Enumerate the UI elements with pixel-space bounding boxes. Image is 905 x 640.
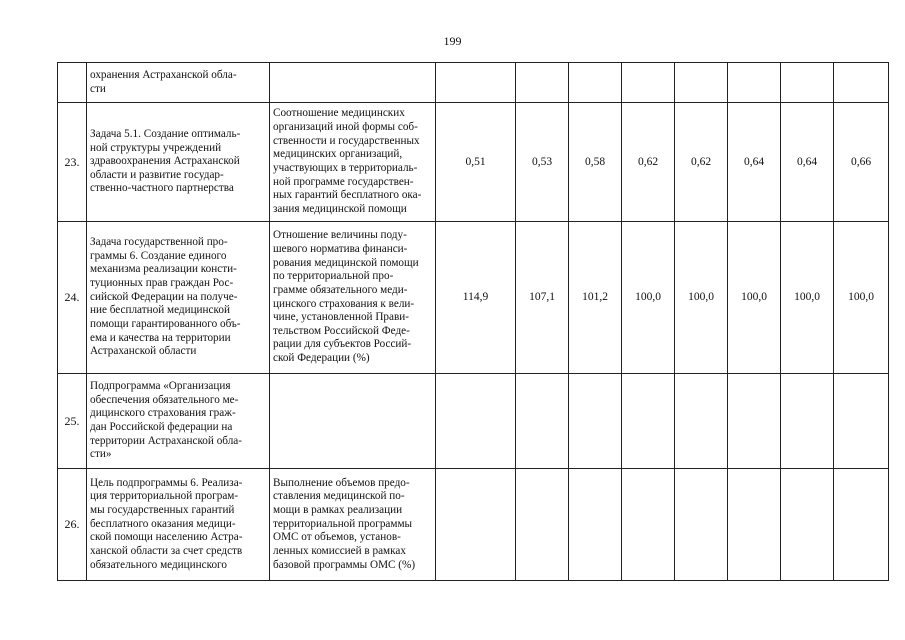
value-cell: [781, 469, 834, 581]
value-cell: 100,0: [622, 222, 675, 374]
value-cell: [436, 374, 516, 469]
indicator-cell: [270, 374, 436, 469]
row-number: [58, 63, 87, 103]
value-cell: 100,0: [781, 222, 834, 374]
row-number: 25.: [58, 374, 87, 469]
row-number: 24.: [58, 222, 87, 374]
indicator-cell: Соотношение медицинских организаций иной формы соб- ственности и государственных медицинских организаций, участвующих в территориаль- ной программе государствен- ных гарантий бесплатного ока- зания медицинской помощи: [270, 103, 436, 222]
value-cell: [569, 469, 622, 581]
task-cell: Подпрограмма «Организация обеспечения обязательного ме- дицинского страхования граж- дан Российской федерации на территории Астраханской обла- сти»: [87, 374, 270, 469]
value-cell: [728, 374, 781, 469]
value-cell: [516, 374, 569, 469]
value-cell: [516, 63, 569, 103]
value-cell: [622, 374, 675, 469]
task-cell: Задача 5.1. Создание оптималь- ной структуры учреждений здравоохранения Астраханской области и развитие государ- ственно-частного партнерства: [87, 103, 270, 222]
task-cell: Задача государственной про- граммы 6. Создание единого механизма реализации консти- туционных прав граждан Рос- сийской Федерации на получе- ние бесплатной медицинской помощи гарантированного объ- ема и качества на территории Астраханской области: [87, 222, 270, 374]
value-cell: 0,66: [834, 103, 889, 222]
row-number: 26.: [58, 469, 87, 581]
value-cell: 0,64: [781, 103, 834, 222]
value-cell: 100,0: [834, 222, 889, 374]
value-cell: [728, 469, 781, 581]
value-cell: 0,62: [622, 103, 675, 222]
value-cell: 101,2: [569, 222, 622, 374]
value-cell: [781, 374, 834, 469]
value-cell: 107,1: [516, 222, 569, 374]
value-cell: [834, 63, 889, 103]
value-cell: [675, 469, 728, 581]
table-row: [58, 222, 889, 374]
value-cell: 0,51: [436, 103, 516, 222]
value-cell: [675, 374, 728, 469]
value-cell: [675, 63, 728, 103]
value-cell: 0,58: [569, 103, 622, 222]
value-cell: 0,53: [516, 103, 569, 222]
table-row: [58, 374, 889, 469]
value-cell: [436, 469, 516, 581]
indicator-cell: Отношение величины поду- шевого норматива финанси- рования медицинской помощи по территориальной про- грамме обязательного меди- цинского страхования к вели- чине, установленной Прави- тельством Российской Феде- рации для субъектов Россий- ской Федерации (%): [270, 222, 436, 374]
indicator-cell: [270, 63, 436, 103]
value-cell: [781, 63, 834, 103]
value-cell: 100,0: [675, 222, 728, 374]
value-cell: 0,64: [728, 103, 781, 222]
indicators-table: [57, 62, 889, 581]
value-cell: 114,9: [436, 222, 516, 374]
value-cell: 0,62: [675, 103, 728, 222]
table-row: [58, 103, 889, 222]
value-cell: 100,0: [728, 222, 781, 374]
page-number: 199: [443, 34, 462, 48]
table-row: [58, 63, 889, 103]
table-row: [58, 469, 889, 581]
task-cell: Цель подпрограммы 6. Реализа- ция территориальной програм- мы государственных гарантий бесплатного оказания медици- ской помощи населению Астра- ханской области за счет средств обязательного медицинского: [87, 469, 270, 581]
task-cell: охранения Астраханской обла- сти: [87, 63, 270, 103]
value-cell: [516, 469, 569, 581]
value-cell: [436, 63, 516, 103]
value-cell: [569, 374, 622, 469]
value-cell: [834, 469, 889, 581]
value-cell: [728, 63, 781, 103]
value-cell: [622, 469, 675, 581]
indicator-cell: Выполнение объемов предо- ставления медицинской по- мощи в рамках реализации территориальной программы ОМС от объемов, установ- ленных комиссией в рамках базовой программы ОМС (%): [270, 469, 436, 581]
value-cell: [834, 374, 889, 469]
value-cell: [569, 63, 622, 103]
value-cell: [622, 63, 675, 103]
row-number: 23.: [58, 103, 87, 222]
